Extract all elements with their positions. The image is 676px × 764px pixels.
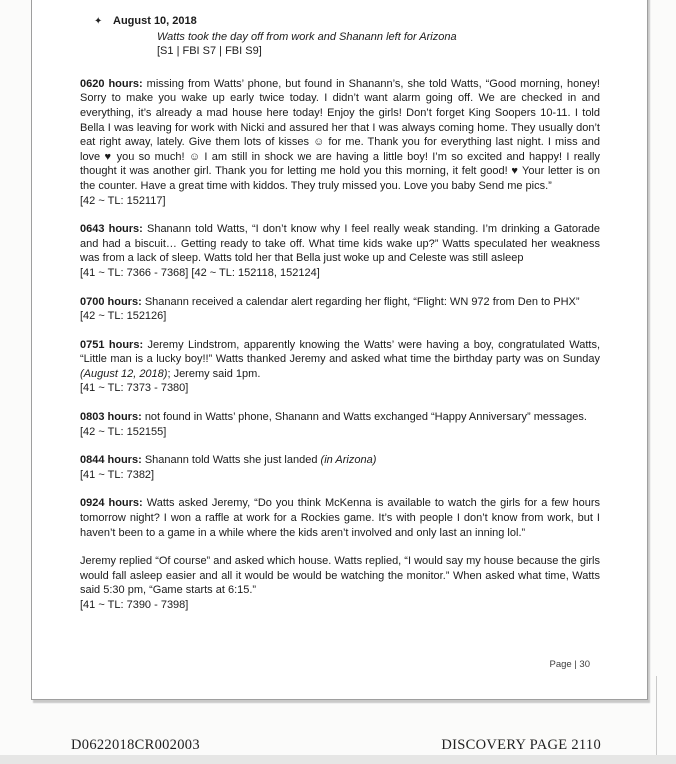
entry-body: not found in Watts’ phone, Shanann and Watts exchanged “Happy Anniversary” messages.: [144, 411, 587, 424]
entry-text: [80, 338, 600, 382]
entry-citation: [42 ~ TL: 152117]: [80, 194, 166, 207]
scan-artifact-line: [656, 676, 657, 756]
timeline-entry-0643: [80, 222, 600, 280]
entry-body: Shanann told Watts, “I don’t know why I feel really weak standing. I’m drinking a Gatorade and had a biscuit… Getting ready to take off. What time kids wake up?” Watts speculated her weakness was from a lack of sleep. Watts told her that Bella just woke up and Celeste was still asleep: [80, 223, 601, 265]
header-subtitle: Watts took the day off from work and Shanann left for Arizona: [157, 30, 457, 43]
entry-citation: [41 ~ TL: 7373 - 7380]: [80, 382, 189, 395]
entry-time: 0620 hours:: [80, 77, 143, 90]
entry-body-italic: (in Arizona): [320, 454, 377, 467]
entry-body: Shanann told Watts she just landed: [144, 454, 321, 467]
entry-time: 0751 hours:: [80, 338, 144, 351]
entry-time: 0700 hours:: [80, 295, 142, 308]
entry-text: [80, 77, 600, 194]
entry-body: Watts asked Jeremy, “Do you think McKenna is available to watch the girls for a few hours tomorrow night? I won a raffle at work for a Rockies game. It’s with people I don’t know from work, but I haven’t been to a game in a while where the kids aren’t involved and only last an inning lol.”: [80, 497, 600, 539]
entry-time: 0643 hours:: [80, 223, 143, 236]
timeline-entry-0924: [80, 496, 600, 540]
entry-body: Jeremy replied “Of course” and asked which house. Watts replied, “I would say my house because the girls would fall asleep easier and all it would be would be watching the monitor.” When asked what time, Watts said 5:30 pm, “Game starts at 6:15.”: [80, 555, 600, 597]
timeline-entry-0620: [80, 77, 600, 208]
timeline-entry-0700: [80, 295, 600, 324]
entry-body: missing from Watts’ phone, but found in Shanann’s, she told Watts, “Good morning, honey! Sorry to make you wake up early twice today. I didn’t want alarm going off. We are checked in and everything, it’s already a mad house here today! Enjoy the girls! Don’t forget King Soopers 10-11. I told Bella I was leaving for work with Nicki and assured her that I was always coming home. They usually don’t eat right away, lately. Give them lots of kisses ☺ for me. Thank you for everything last night. I miss and love ♥ you so much! ☺ I am still in shock we are having a little boy! I’m so excited and happy! I really thought it was another girl. Thank you for letting me hold you this morning, it felt good! ♥ Your letter is on the counter. Have a great time with kiddos. They truly missed you. Love you baby Send me pics.”: [80, 77, 600, 192]
discovery-page-label: DISCOVERY PAGE 2110: [441, 737, 601, 753]
entry-citation: [42 ~ TL: 152126]: [80, 310, 167, 323]
case-number: D0622018CR002003: [71, 737, 200, 753]
entry-time: 0803 hours:: [80, 411, 142, 424]
entry-body: Jeremy Lindstrom, apparently knowing the Watts’ were having a boy, congratulated Watts, “Little man is a lucky boy!!” Watts thanked Jeremy and asked what time the birthday party was on Sunday: [80, 338, 601, 366]
entry-citation: [41 ~ TL: 7390 - 7398]: [80, 599, 189, 611]
document-content: [32, 0, 647, 613]
entry-time: 0924 hours:: [80, 497, 143, 510]
timeline-entry-jeremy-reply: [80, 554, 600, 612]
document-page: [31, 0, 648, 700]
page-number: Page | 30: [549, 659, 590, 670]
entry-text: [80, 554, 600, 598]
entry-text: [80, 295, 600, 310]
entry-citation: [41 ~ TL: 7382]: [80, 468, 155, 481]
timeline-entry-0844: [80, 453, 600, 482]
timeline-entry-0751: [80, 338, 600, 396]
entry-body-italic: (August 12, 2018): [80, 367, 168, 380]
entry-body: ; Jeremy said 1pm.: [167, 367, 261, 380]
entry-body: Shanann received a calendar alert regarding her flight, “Flight: WN 972 from Den to PHX”: [144, 295, 580, 308]
entry-text: [80, 453, 600, 468]
scan-bottom-band: [0, 755, 676, 764]
date-header: [80, 14, 600, 30]
entry-citation: [42 ~ TL: 152155]: [80, 425, 167, 438]
timeline-entry-0803: [80, 410, 600, 439]
header-sources: [S1 | FBI S7 | FBI S9]: [157, 45, 262, 58]
entry-text: [80, 222, 600, 266]
entry-text: [80, 410, 600, 425]
entry-citation: [41 ~ TL: 7366 - 7368] [42 ~ TL: 152118, 152124]: [80, 266, 320, 279]
header-date: August 10, 2018: [113, 15, 197, 27]
entry-text: [80, 496, 600, 540]
star-bullet-icon: ✦: [94, 16, 103, 27]
entry-time: 0844 hours:: [80, 454, 142, 467]
